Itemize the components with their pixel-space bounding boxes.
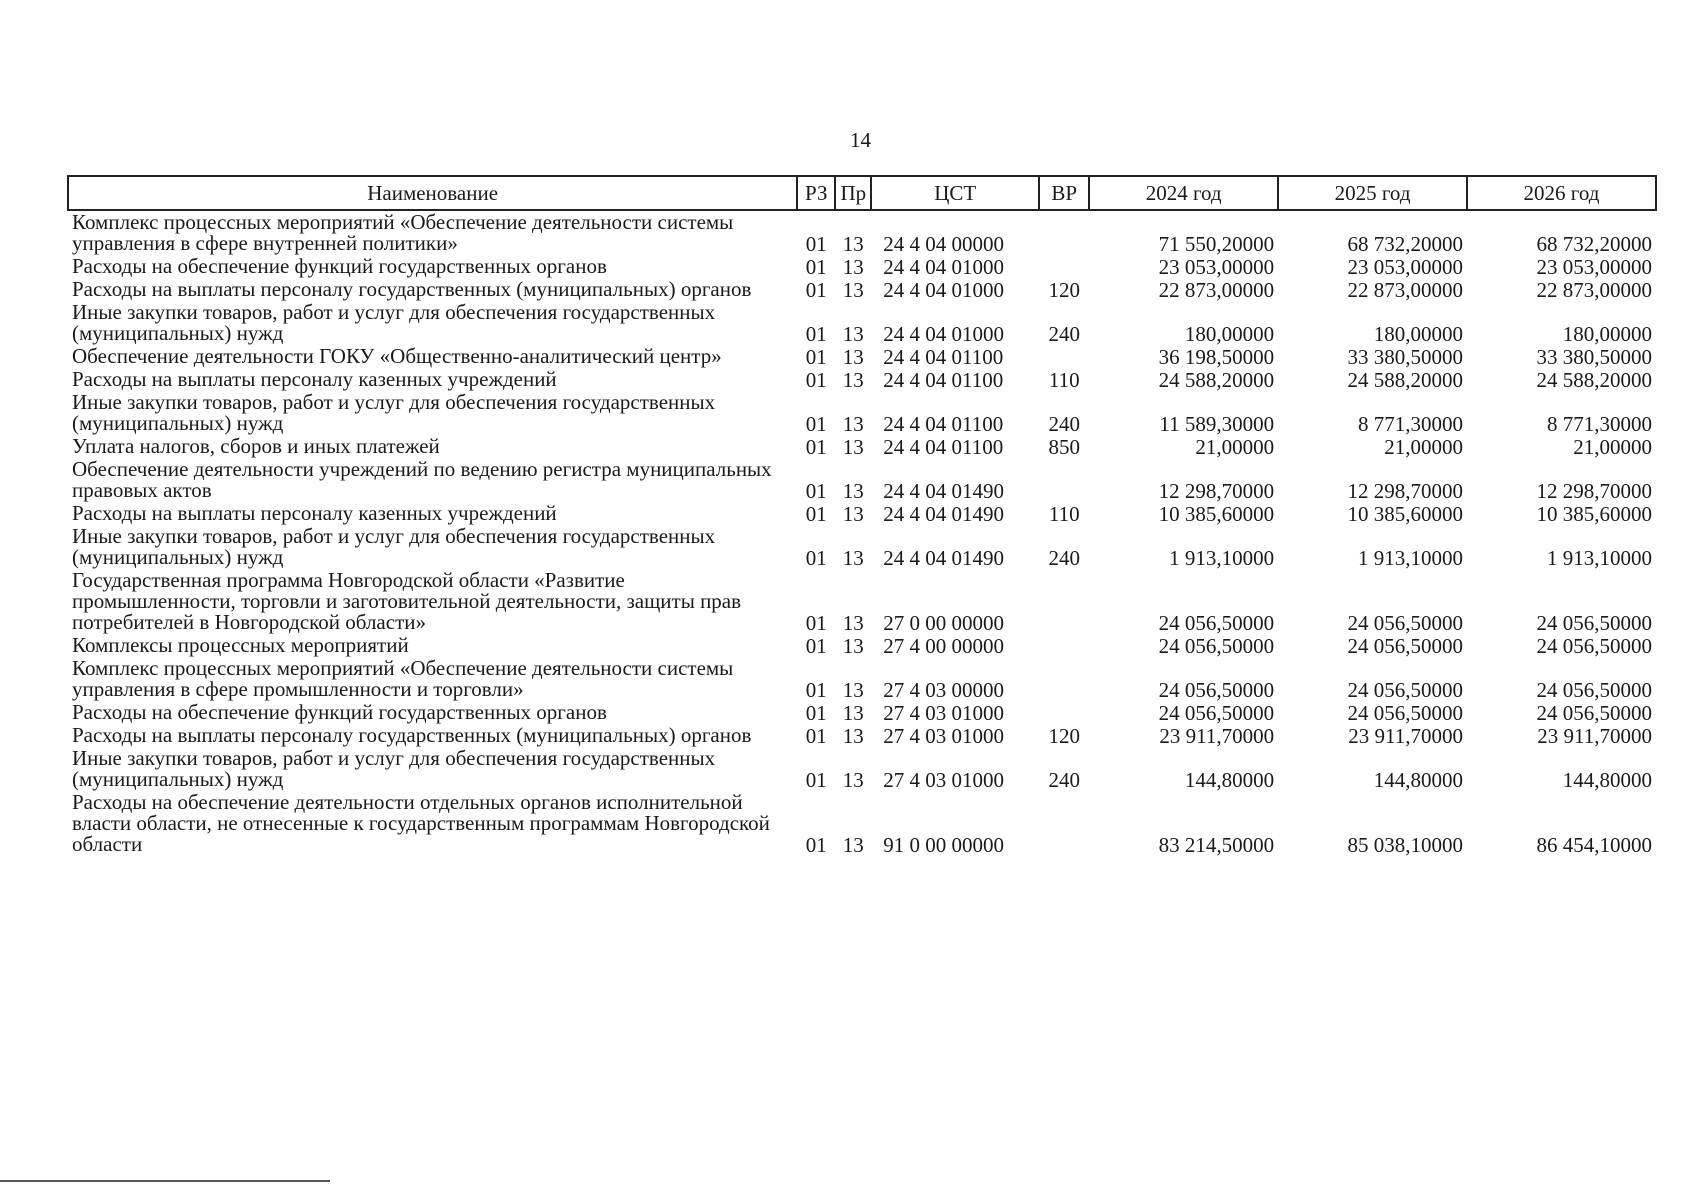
row-2025: 8 771,30000 [1358,412,1464,436]
row-2026: 23 911,70000 [1537,724,1652,748]
row-name: Комплекс процессных мероприятий «Обеспечение деятельности системы управления в сфере внутренней политики» [72,210,734,255]
row-2024: 24 056,50000 [1158,678,1275,702]
header-2025: 2025 год [1278,176,1467,210]
row-cst: 24 4 04 00000 [883,232,1005,256]
table-row [68,525,1656,569]
row-2026: 24 588,20000 [1536,368,1652,392]
row-rz: 01 [805,701,827,725]
row-rz: 01 [805,345,827,369]
row-vr: 240 [1048,546,1080,570]
row-name: Комплекс процессных мероприятий «Обеспечение деятельности системы управления в сфере промышленности и торговли» [72,656,734,701]
row-2025: 180,00000 [1373,322,1464,346]
table-row [68,391,1656,435]
row-2024: 22 873,00000 [1158,278,1275,302]
row-name: Иные закупки товаров, работ и услуг для обеспечения государственных (муниципальных) нужд [72,746,716,791]
row-2024: 71 550,20000 [1158,232,1275,256]
row-cst: 27 4 03 00000 [883,678,1005,702]
row-rz: 01 [805,768,827,792]
row-2025: 1 913,10000 [1358,546,1464,570]
row-rz: 01 [805,502,827,526]
row-rz: 01 [805,611,827,635]
table-row [68,791,1656,856]
table-row [68,747,1656,791]
row-2026: 144,80000 [1562,768,1652,792]
footer-rule [0,1180,330,1182]
row-rz: 01 [805,479,827,503]
row-pr: 13 [842,611,864,635]
row-pr: 13 [842,546,864,570]
row-cst: 24 4 04 01100 [883,345,1004,369]
row-2025: 24 056,50000 [1347,678,1464,702]
row-2026: 24 056,50000 [1536,611,1652,635]
row-vr [1039,255,1089,278]
row-rz: 01 [805,368,827,392]
row-name: Комплексы процессных мероприятий [72,633,409,657]
row-2025: 144,80000 [1373,768,1464,792]
row-2025: 23 911,70000 [1348,724,1464,748]
row-vr [1039,569,1089,634]
row-2024: 12 298,70000 [1158,479,1275,503]
row-pr: 13 [842,368,864,392]
row-name: Расходы на выплаты персоналу казенных учреждений [72,367,557,391]
header-vr: ВР [1039,176,1089,210]
row-cst: 24 4 04 01100 [883,435,1004,459]
row-cst: 24 4 04 01490 [883,502,1005,526]
row-2024: 144,80000 [1184,768,1275,792]
row-rz: 01 [805,833,827,857]
row-vr [1039,657,1089,701]
row-2024: 1 913,10000 [1169,546,1275,570]
row-2025: 24 056,50000 [1347,634,1464,658]
row-2024: 10 385,60000 [1158,502,1275,526]
budget-table [67,175,1657,856]
row-cst: 91 0 00 00000 [883,833,1005,857]
row-vr: 240 [1048,768,1080,792]
row-2025: 12 298,70000 [1347,479,1464,503]
row-2025: 22 873,00000 [1347,278,1464,302]
row-2026: 24 056,50000 [1536,678,1652,702]
row-pr: 13 [842,833,864,857]
row-2026: 21,00000 [1573,435,1652,459]
row-rz: 01 [805,255,827,279]
table-row [68,569,1656,634]
row-2026: 1 913,10000 [1547,546,1652,570]
row-pr: 13 [842,412,864,436]
row-name: Расходы на обеспечение деятельности отдельных органов исполнительной власти области, не отнесенные к государственным программам Новгородской области [72,790,770,856]
header-pr: Пр [835,176,871,210]
page-number: 14 [850,128,871,152]
row-2026: 24 056,50000 [1536,634,1652,658]
row-cst: 24 4 04 01000 [883,322,1005,346]
row-pr: 13 [842,502,864,526]
row-pr: 13 [842,278,864,302]
row-vr [1039,458,1089,502]
row-name: Иные закупки товаров, работ и услуг для обеспечения государственных (муниципальных) нужд [72,300,716,345]
row-rz: 01 [805,412,827,436]
row-rz: 01 [805,278,827,302]
row-2024: 24 588,20000 [1158,368,1275,392]
row-vr [1039,701,1089,724]
row-name: Уплата налогов, сборов и иных платежей [72,434,440,458]
row-pr: 13 [842,435,864,459]
row-cst: 27 4 00 00000 [883,634,1005,658]
row-cst: 27 4 03 01000 [883,724,1005,748]
row-2026: 24 056,50000 [1536,701,1652,725]
row-vr [1039,634,1089,657]
row-2026: 86 454,10000 [1536,833,1652,857]
header-2024: 2024 год [1089,176,1278,210]
row-vr [1039,791,1089,856]
row-cst: 24 4 04 01100 [883,368,1004,392]
row-name: Расходы на выплаты персоналу государственных (муниципальных) органов [72,277,752,301]
table-row [68,278,1656,301]
row-rz: 01 [805,678,827,702]
table-row [68,368,1656,391]
row-pr: 13 [842,768,864,792]
table-row [68,502,1656,525]
row-rz: 01 [805,546,827,570]
row-2024: 23 911,70000 [1159,724,1275,748]
row-vr: 110 [1048,368,1080,392]
row-2026: 33 380,50000 [1536,345,1652,369]
table-row [68,301,1656,345]
table-row [68,435,1656,458]
row-vr: 850 [1048,435,1080,459]
row-rz: 01 [805,232,827,256]
table-row [68,255,1656,278]
row-vr: 120 [1048,724,1080,748]
table-row [68,657,1656,701]
row-2024: 83 214,50000 [1158,833,1275,857]
row-pr: 13 [842,724,864,748]
header-name: Наименование [68,176,797,210]
row-rz: 01 [805,322,827,346]
row-2025: 24 056,50000 [1347,701,1464,725]
table-row [68,724,1656,747]
row-2026: 8 771,30000 [1547,412,1652,436]
row-pr: 13 [842,255,864,279]
row-pr: 13 [842,634,864,658]
row-rz: 01 [805,435,827,459]
row-2024: 180,00000 [1184,322,1275,346]
row-pr: 13 [842,701,864,725]
row-2026: 22 873,00000 [1536,278,1652,302]
table-row [68,345,1656,368]
row-2024: 21,00000 [1195,435,1275,459]
row-2024: 24 056,50000 [1158,634,1275,658]
table-header [68,176,1656,210]
row-pr: 13 [842,322,864,346]
table-row [68,634,1656,657]
row-cst: 24 4 04 01490 [883,479,1005,503]
header-rz: РЗ [797,176,835,210]
row-vr: 110 [1048,502,1080,526]
row-2026: 23 053,00000 [1536,255,1652,279]
row-cst: 24 4 04 01000 [883,255,1005,279]
row-cst: 27 4 03 01000 [883,768,1005,792]
row-2025: 33 380,50000 [1347,345,1464,369]
row-2025: 24 056,50000 [1347,611,1464,635]
row-vr: 240 [1048,322,1080,346]
row-name: Обеспечение деятельности ГОКУ «Общественно-аналитический центр» [72,344,722,368]
row-2026: 10 385,60000 [1536,502,1652,526]
row-2025: 68 732,20000 [1347,232,1464,256]
row-2025: 10 385,60000 [1347,502,1464,526]
row-pr: 13 [842,345,864,369]
row-2024: 36 198,50000 [1158,345,1275,369]
row-vr: 120 [1048,278,1080,302]
row-vr [1039,345,1089,368]
row-name: Иные закупки товаров, работ и услуг для обеспечения государственных (муниципальных) нужд [72,524,716,569]
row-2024: 24 056,50000 [1158,611,1275,635]
row-2025: 21,00000 [1384,435,1464,459]
row-cst: 27 0 00 00000 [883,611,1005,635]
row-2025: 23 053,00000 [1347,255,1464,279]
row-2026: 180,00000 [1562,322,1652,346]
row-2024: 11 589,30000 [1159,412,1275,436]
row-2025: 85 038,10000 [1347,833,1464,857]
header-cst: ЦСТ [871,176,1039,210]
row-name: Расходы на обеспечение функций государственных органов [72,254,607,278]
row-pr: 13 [842,479,864,503]
row-vr: 240 [1048,412,1080,436]
header-2026: 2026 год [1467,176,1656,210]
row-name: Расходы на выплаты персоналу казенных учреждений [72,501,557,525]
row-name: Расходы на обеспечение функций государственных органов [72,700,607,724]
row-rz: 01 [805,634,827,658]
row-name: Обеспечение деятельности учреждений по ведению регистра муниципальных правовых актов [72,457,772,502]
table-row [68,701,1656,724]
row-name: Государственная программа Новгородской области «Развитие промышленности, торговли и заготовительной деятельности, защиты прав потребителей в Новгородской области» [72,568,742,634]
row-name: Расходы на выплаты персоналу государственных (муниципальных) органов [72,723,752,747]
row-2024: 24 056,50000 [1158,701,1275,725]
row-pr: 13 [842,232,864,256]
row-pr: 13 [842,678,864,702]
row-cst: 24 4 04 01000 [883,278,1005,302]
table-row [68,458,1656,502]
row-2026: 12 298,70000 [1536,479,1652,503]
row-cst: 24 4 04 01490 [883,546,1005,570]
row-rz: 01 [805,724,827,748]
table-row [68,210,1656,255]
row-cst: 24 4 04 01100 [883,412,1004,436]
row-cst: 27 4 03 01000 [883,701,1005,725]
row-name: Иные закупки товаров, работ и услуг для обеспечения государственных (муниципальных) нужд [72,390,716,435]
row-vr [1039,210,1089,255]
row-2026: 68 732,20000 [1536,232,1652,256]
table-body [68,210,1656,856]
row-2025: 24 588,20000 [1347,368,1464,392]
row-2024: 23 053,00000 [1158,255,1275,279]
